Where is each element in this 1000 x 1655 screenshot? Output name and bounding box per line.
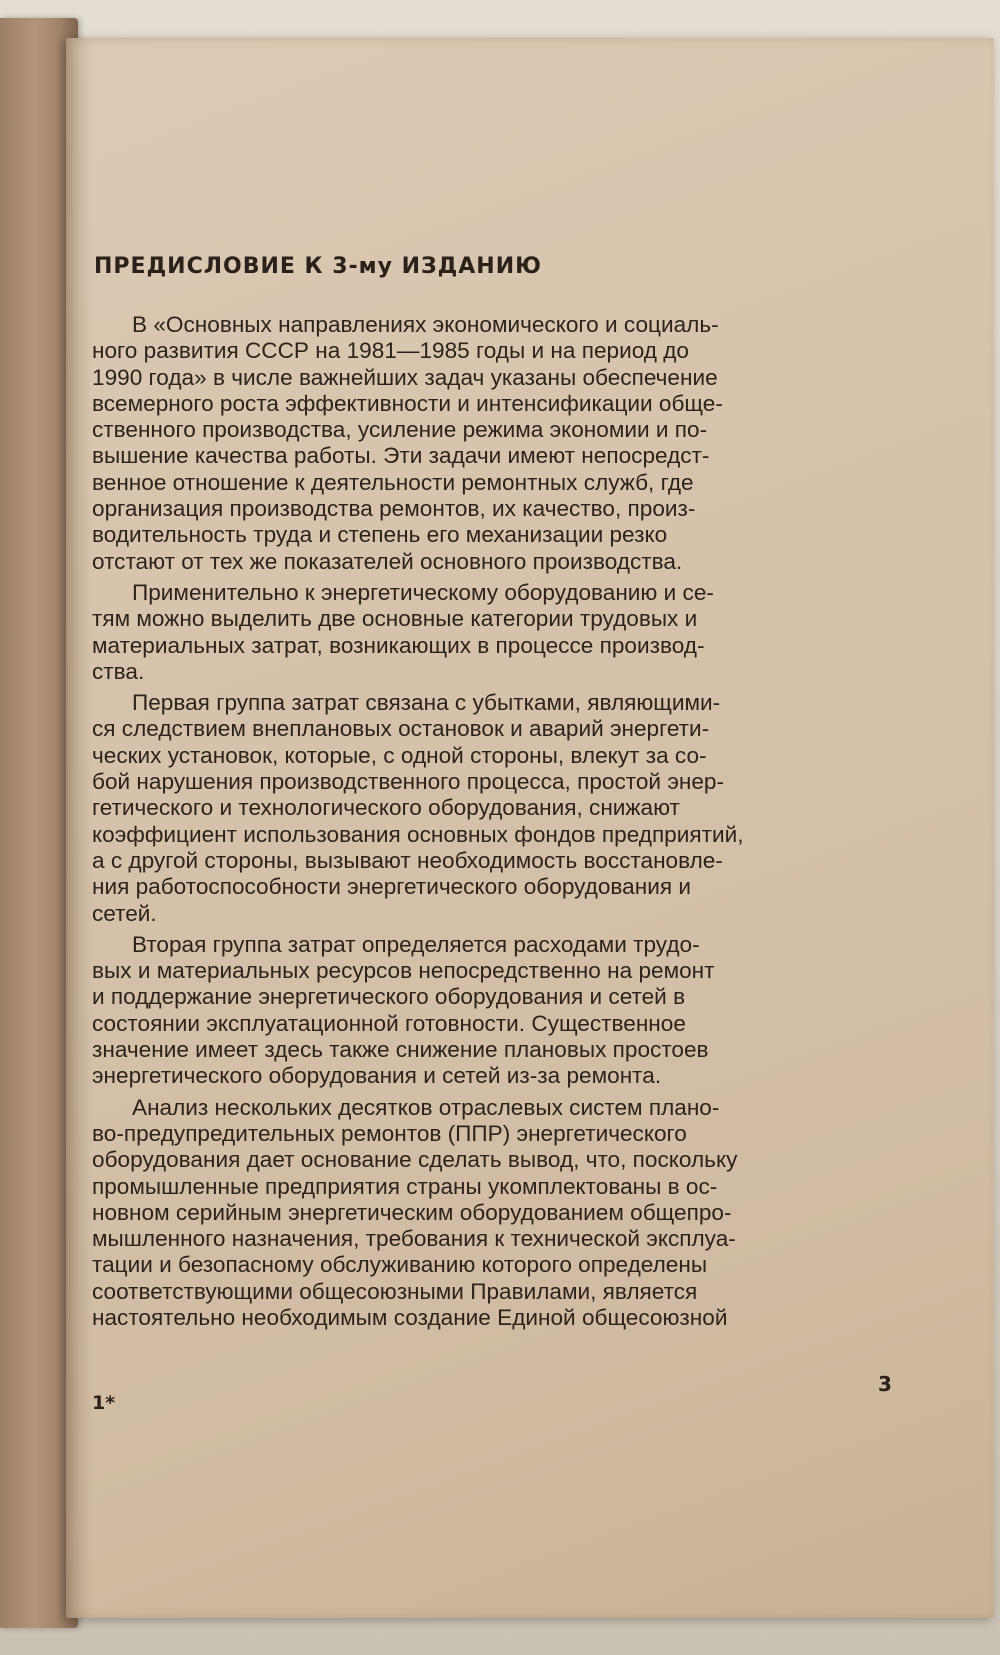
page-gutter-shadow: [66, 38, 92, 1618]
body-text: [92, 312, 902, 1336]
text-line: сетей.: [92, 900, 157, 926]
text-line: венное отношение к деятельности ремонтных служб, где: [92, 469, 694, 495]
text-line: материальных затрат, возникающих в процессе производ-: [92, 632, 705, 658]
text-line: новном серийным энергетическим оборудованием общепро-: [92, 1199, 732, 1225]
text-line: настоятельно необходимым создание Единой общесоюзной: [92, 1304, 728, 1330]
text-line: ческих установок, которые, с одной стороны, влекут за со-: [92, 742, 707, 768]
text-line: Вторая группа затрат определяется расходами трудо-: [132, 931, 700, 957]
text-line: ства.: [92, 658, 145, 684]
text-line: энергетического оборудования и сетей из-за ремонта.: [92, 1063, 662, 1089]
text-line: ственного производства, усиление режима экономии и по-: [92, 417, 708, 443]
text-line: отстают от тех же показателей основного производства.: [92, 548, 683, 574]
text-line: гетического и технологического оборудования, снижают: [92, 795, 680, 821]
text-line: Первая группа затрат связана с убытками, являющими-: [132, 690, 721, 716]
text-line: ся следствием внеплановых остановок и аварий энергети-: [92, 716, 710, 742]
text-line: бой нарушения производственного процесса, простой энер-: [92, 769, 724, 795]
paragraph: [92, 312, 902, 575]
text-line: значение имеет здесь также снижение плановых простоев: [92, 1037, 709, 1063]
paragraph: [92, 932, 902, 1090]
text-line: Применительно к энергетическому оборудованию и се-: [132, 579, 714, 605]
text-line: мышленного назначения, требования к технической эксплуа-: [92, 1226, 736, 1252]
text-line: тации и безопасному обслуживанию которого определены: [92, 1252, 708, 1278]
text-line: ния работоспособности энергетического оборудования и: [92, 874, 691, 900]
text-line: организация производства ремонтов, их качество, произ-: [92, 496, 696, 522]
text-line: а с другой стороны, вызывают необходимость восстановле-: [92, 847, 723, 873]
page-number: 3: [878, 1372, 892, 1396]
text-line: В «Основных направлениях экономического и социаль-: [132, 312, 719, 337]
paragraph: [92, 690, 902, 927]
text-line: всемерного роста эффективности и интенсификации обще-: [92, 390, 723, 416]
signature-mark: 1*: [92, 1392, 116, 1414]
text-line: тям можно выделить две основные категории трудовых и: [92, 606, 698, 632]
page-title: ПРЕДИСЛОВИЕ К 3-му ИЗДАНИЮ: [94, 254, 542, 279]
text-line: состоянии эксплуатационной готовности. Существенное: [92, 1010, 686, 1036]
paragraph: [92, 580, 902, 685]
text-line: водительность труда и степень его механизации резко: [92, 522, 668, 548]
paragraph: [92, 1095, 902, 1332]
text-line: 1990 года» в числе важнейших задач указаны обеспечение: [92, 364, 718, 390]
text-line: Анализ нескольких десятков отраслевых систем плано-: [132, 1094, 720, 1120]
text-line: во-предупредительных ремонтов (ППР) энергетического: [92, 1120, 687, 1146]
text-line: коэффициент использования основных фондов предприятий,: [92, 821, 744, 847]
text-line: оборудования дает основание сделать вывод, что, поскольку: [92, 1147, 738, 1173]
text-line: соответствующими общесоюзными Правилами, является: [92, 1278, 698, 1304]
text-line: вышение качества работы. Эти задачи имеют непосредст-: [92, 443, 710, 469]
text-line: вых и материальных ресурсов непосредственно на ремонт: [92, 958, 715, 984]
text-line: и поддержание энергетического оборудования и сетей в: [92, 984, 686, 1010]
text-line: промышленные предприятия страны укомплектованы в ос-: [92, 1173, 718, 1199]
text-line: ного развития СССР на 1981—1985 годы и на период до: [92, 338, 689, 364]
